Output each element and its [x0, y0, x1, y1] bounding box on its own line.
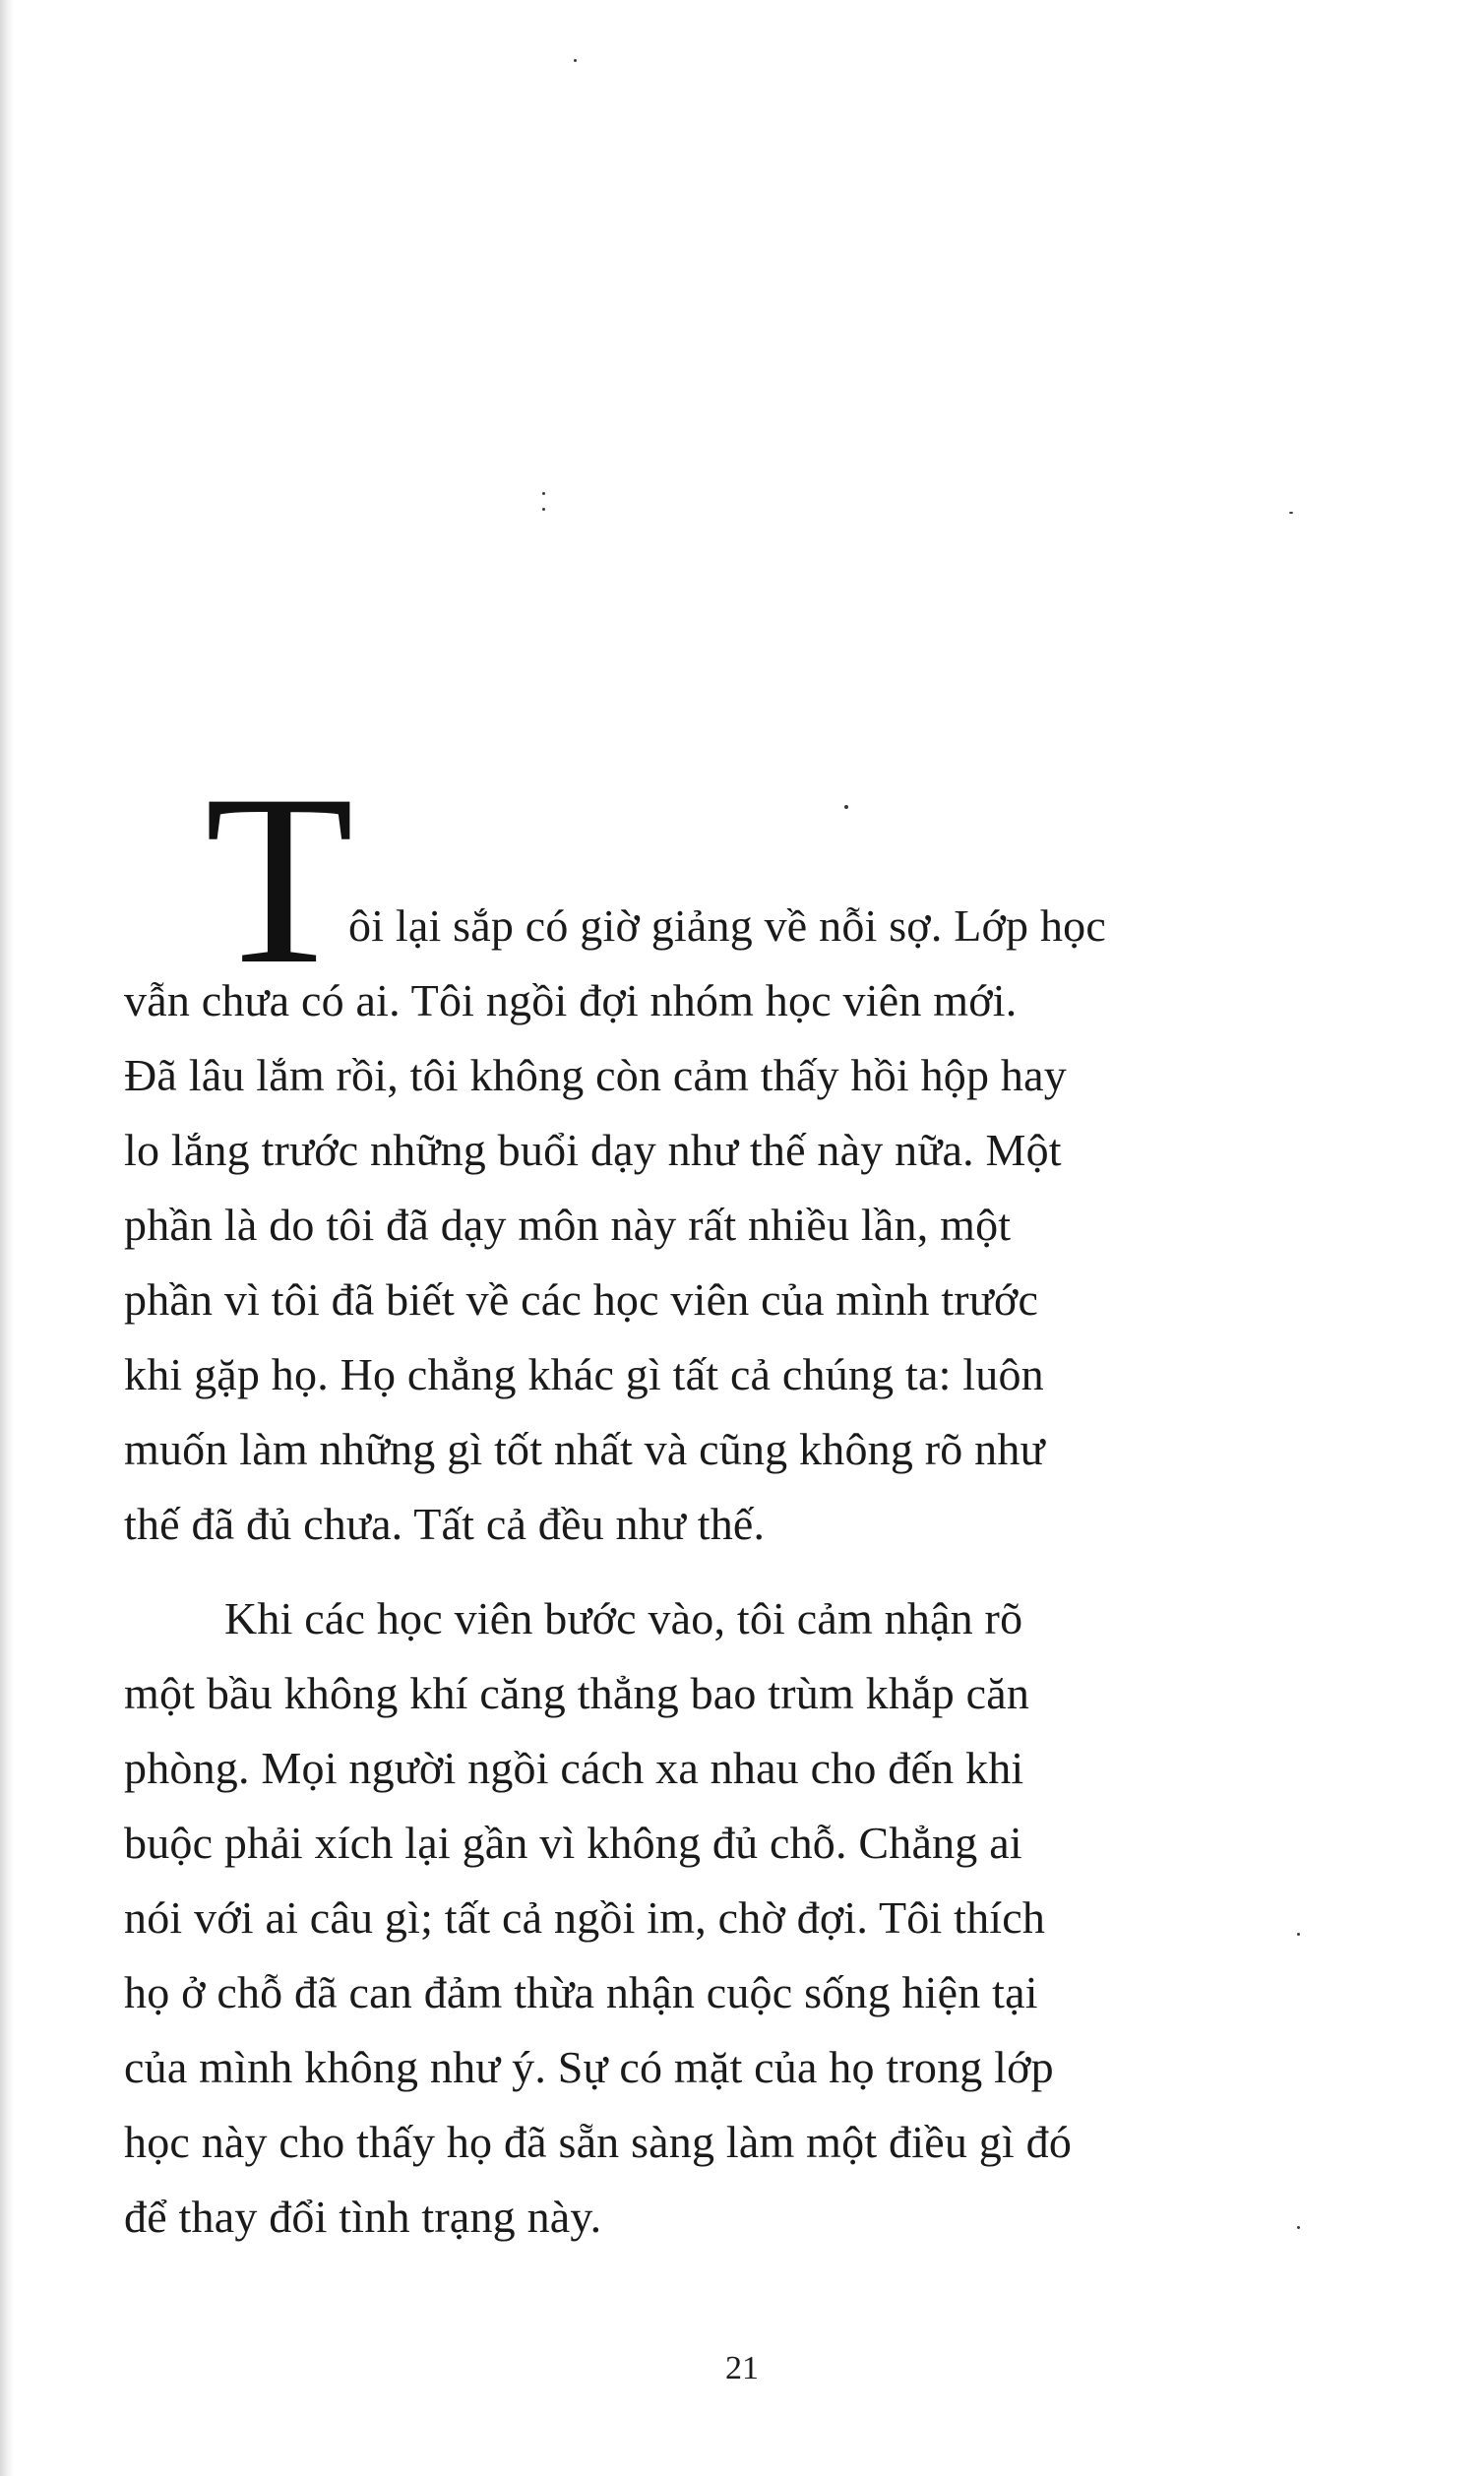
paragraph-2-line-3: phòng. Mọi người ngồi cách xa nhau cho đến khi — [124, 1743, 1024, 1793]
scan-speck — [574, 59, 577, 62]
paragraph-1-line-9: thế đã đủ chưa. Tất cả đều như thế. — [124, 1499, 766, 1549]
page-number: 21 — [725, 2350, 759, 2386]
paragraph-2-line-8: học này cho thấy họ đã sẵn sàng làm một điều gì đó — [124, 2117, 1073, 2167]
paragraph-1-line-3: Đã lâu lắm rồi, tôi không còn cảm thấy hồi hộp hay — [124, 1050, 1067, 1100]
paragraph-1-line-5: phần là do tôi đã dạy môn này rất nhiều lần, một — [124, 1200, 1012, 1250]
paragraph-1-line-2: vẫn chưa có ai. Tôi ngồi đợi nhóm học viên mới. — [124, 975, 1018, 1025]
scan-speck — [844, 805, 848, 809]
paragraph-2-line-4: buộc phải xích lại gần vì không đủ chỗ. Chẳng ai — [124, 1818, 1022, 1868]
drop-cap-letter: T — [205, 744, 354, 1015]
paragraph-2-line-1: Khi các học viên bước vào, tôi cảm nhận rõ — [224, 1593, 1023, 1643]
scan-speck — [1289, 512, 1293, 514]
paragraph-1-line-1: ôi lại sắp có giờ giảng về nỗi sợ. Lớp học — [348, 900, 1106, 951]
paragraph-2-line-7: của mình không như ý. Sự có mặt của họ trong lớp — [124, 2042, 1054, 2092]
paragraph-1-line-4: lo lắng trước những buổi dạy như thế này nữa. Một — [124, 1125, 1062, 1175]
scan-speck — [542, 508, 545, 511]
paragraph-2-line-5: nói với ai câu gì; tất cả ngồi im, chờ đợi. Tôi thích — [124, 1892, 1046, 1943]
scan-speck — [542, 492, 545, 495]
paragraph-2-line-9: để thay đổi tình trạng này. — [124, 2192, 602, 2242]
paragraph-1-line-8: muốn làm những gì tốt nhất và cũng không rõ như — [124, 1424, 1045, 1474]
page-edge-shadow — [0, 0, 14, 2476]
paragraph-1-line-6: phần vì tôi đã biết về các học viên của mình trước — [124, 1274, 1039, 1325]
paragraph-1-line-7: khi gặp họ. Họ chẳng khác gì tất cả chúng ta: luôn — [124, 1349, 1044, 1399]
paragraph-2-line-6: họ ở chỗ đã can đảm thừa nhận cuộc sống hiện tại — [124, 1967, 1038, 2017]
paragraph-2-line-2: một bầu không khí căng thẳng bao trùm khắp căn — [124, 1668, 1030, 1718]
